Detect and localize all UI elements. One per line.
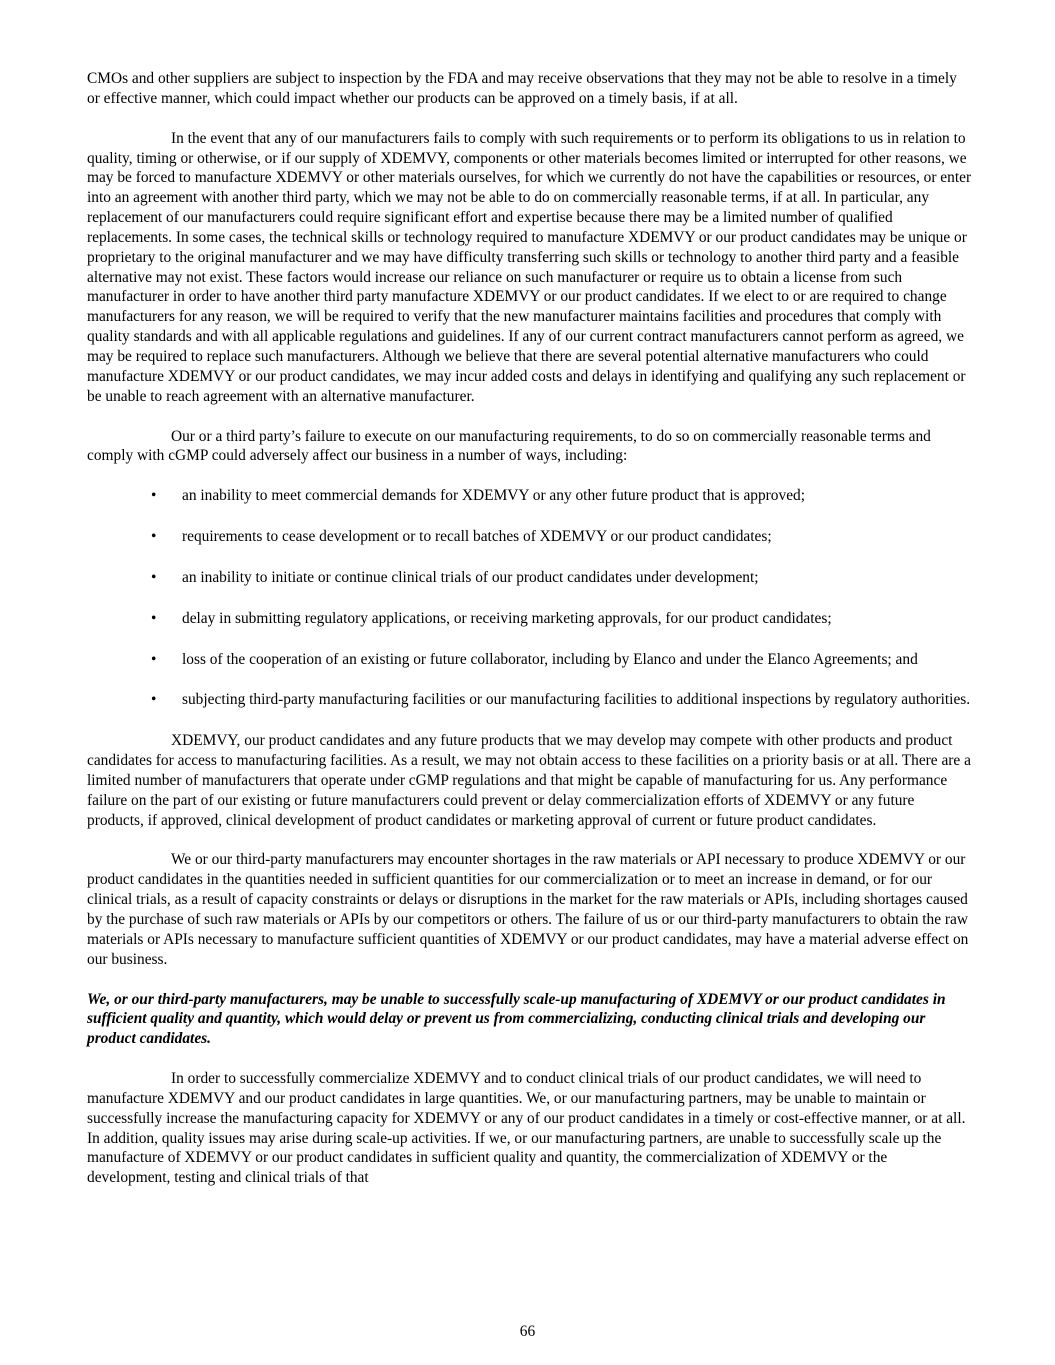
bullet-list: [87, 486, 973, 710]
list-item-text: an inability to meet commercial demands for XDEMVY or any other future product that is approved;: [182, 487, 805, 505]
list-item: [87, 650, 973, 670]
bullet-symbol: •: [151, 487, 157, 505]
list-item-text: subjecting third-party manufacturing facilities or our manufacturing facilities to additional inspections by regulatory authorities.: [182, 691, 971, 709]
risk-factor-heading: We, or our third-party manufacturers, may be unable to successfully scale-up manufacturing of XDEMVY or our product candidates in sufficient quality and quantity, which would delay or prevent us from commercializing, conducting clinical trials and developing our product candidates.: [87, 990, 946, 1048]
list-item-text: delay in submitting regulatory applications, or receiving marketing approvals, for our product candidates;: [182, 609, 832, 627]
page-number: 66: [519, 1323, 536, 1340]
bullet-symbol: •: [151, 609, 157, 627]
list-item: [87, 609, 973, 629]
list-item: [87, 690, 973, 710]
list-item: [87, 486, 973, 506]
paragraph-compete-facilities: XDEMVY, our product candidates and any future products that we may develop may compete with other products and product candidates for access to manufacturing facilities. As a result, we may not obtain access to these facilities on a priority basis or at all. There are a limited number of manufacturers that operate under cGMP regulations and that might be capable of manufacturing for us. Any performance failure on the part of our existing or future manufacturers could prevent or delay commercialization efforts of XDEMVY or any future products, if approved, clinical development of product candidates or marketing approval of current or future product candidates.: [87, 732, 971, 829]
paragraph-failure-to-execute: Our or a third party’s failure to execute on our manufacturing requirements, to do so on commercially reasonable terms and comply with cGMP could adversely affect our business in a number of ways, including:: [87, 427, 931, 465]
list-item-text: an inability to initiate or continue clinical trials of our product candidates under development;: [182, 568, 759, 586]
paragraph-raw-material-shortages: We or our third-party manufacturers may encounter shortages in the raw materials or API necessary to produce XDEMVY or our product candidates in the quantities needed in sufficient quantities for our commercialization or to meet an increase in demand, or for our clinical trials, as a result of capacity constraints or delays or disruptions in the market for the raw materials or APIs, including shortages caused by the purchase of such raw materials or APIs by our competitors or others. The failure of us or our third-party manufacturers to obtain the raw materials or APIs necessary to manufacture sufficient quantities of XDEMVY or our product candidates, may have a material adverse effect on our business.: [87, 851, 969, 968]
list-item-text: requirements to cease development or to recall batches of XDEMVY or our product candidates;: [182, 528, 772, 546]
list-item: [87, 527, 973, 547]
bullet-symbol: •: [151, 691, 157, 709]
list-item: [87, 568, 973, 588]
document-page: [87, 69, 973, 1208]
bullet-symbol: •: [151, 650, 157, 668]
bullet-symbol: •: [151, 528, 157, 546]
paragraph-cmo-inspection: CMOs and other suppliers are subject to inspection by the FDA and may receive observations that they may not be able to resolve in a timely or effective manner, which could impact whether our products can be approved on a timely basis, if at all.: [87, 70, 957, 107]
paragraph-manufacturer-failure: In the event that any of our manufacturers fails to comply with such requirements or to perform its obligations to us in relation to quality, timing or otherwise, or if our supply of XDEMVY, components or other materials becomes limited or interrupted for other reasons, we may be forced to manufacture XDEMVY or other materials ourselves, for which we currently do not have the capabilities or resources, or enter into an agreement with another third party, which we may not be able to do on commercially reasonable terms, if at all. In particular, any replacement of our manufacturers could require significant effort and expertise because there may be a limited number of qualified replacements. In some cases, the technical skills or technology required to manufacture XDEMVY or our product candidates may be unique or proprietary to the original manufacturer and we may have difficulty transferring such skills or technology to another third party and a feasible alternative may not exist. These factors would increase our reliance on such manufacturer or require us to obtain a license from such manufacturer in order to have another third party manufacture XDEMVY or our product candidates. If we elect to or are required to change manufacturers for any reason, we will be required to verify that the new manufacturer maintains facilities and procedures that comply with quality standards and with all applicable regulations and guidelines. If any of our current contract manufacturers cannot perform as agreed, we may be required to replace such manufacturers. Although we believe that there are several potential alternative manufacturers who could manufacture XDEMVY or our product candidates, we may incur added costs and delays in identifying and qualifying any such replacement or be unable to reach agreement with an alternative manufacturer.: [87, 129, 972, 405]
list-item-text: loss of the cooperation of an existing or future collaborator, including by Elanco and under the Elanco Agreements; and: [182, 650, 918, 668]
paragraph-scale-up: In order to successfully commercialize XDEMVY and to conduct clinical trials of our product candidates, we will need to manufacture XDEMVY and our product candidates in large quantities. We, or our manufacturing partners, may be unable to maintain or successfully increase the manufacturing capacity for XDEMVY or any of our product candidates in a timely or cost-effective manner, or at all. In addition, quality issues may arise during scale-up activities. If we, or our manufacturing partners, are unable to successfully scale up the manufacture of XDEMVY or our product candidates in sufficient quality and quantity, the commercialization of XDEMVY or the development, testing and clinical trials of that: [87, 1070, 966, 1187]
bullet-symbol: •: [151, 568, 157, 586]
